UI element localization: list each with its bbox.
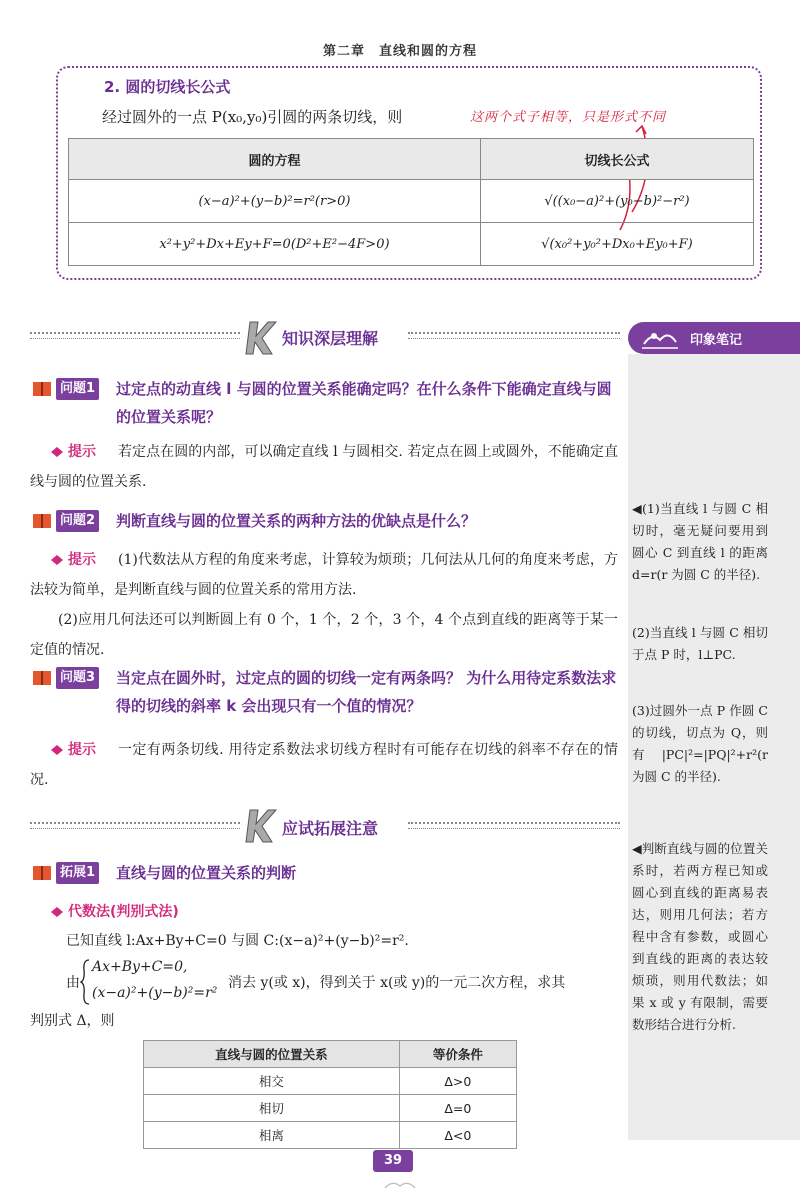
section-divider [408, 822, 620, 824]
table-cell: 相离 [144, 1122, 400, 1149]
hint-label: 提示 [68, 742, 96, 758]
handwritten-note: 这两个式子相等，只是形式不同 [470, 110, 667, 125]
hint-icon [50, 906, 64, 918]
hint-label: 提示 [68, 552, 96, 568]
side-tab-label: 印象笔记 [690, 333, 743, 348]
expansion-line: 判别式 Δ，则 [30, 1013, 115, 1029]
page-number: 39 [373, 1150, 413, 1172]
problem-answer: 若定点在圆的内部，可以确定直线 l 与圆相交. 若定点在圆上或圆外，不能确定直线与圆的位置关系. [30, 444, 618, 490]
method-label: 代数法(判别式法) [68, 904, 179, 920]
section-divider [30, 338, 240, 339]
section-title: 知识深层理解 [282, 329, 379, 348]
notebook-icon [640, 326, 680, 350]
problem-answer-2: (2)应用几何法还可以判断圆上有 0 个，1 个，2 个，3 个，4 个点到直线的距离等于某一定值的情况. [30, 612, 618, 658]
book-icon [32, 512, 52, 530]
table-cell: 相交 [144, 1068, 400, 1095]
expansion-line: 已知直线 l:Ax+By+C=0 与圆 C:(x−a)²+(y−b)²=r². [66, 933, 409, 949]
side-note: ◀(1)当直线 l 与圆 C 相切时，毫无疑问要用到圆心 C 到直线 l 的距离 d=r(r 为圆 C 的半径). [632, 501, 768, 582]
side-note: ◀判断直线与圆的位置关系时，若两方程已知或圆心到直线的距离易表达，则用几何法；若方程中含有参数，或圆心到直线的距离的表达较烦琐，则用代数法；如果 x 或 y 有限制，需要数形结合进行分析. [632, 841, 768, 1032]
section-divider [30, 828, 240, 829]
problem-answer: (1)代数法从方程的角度来考虑，计算较为烦琐；几何法从几何的角度来考虑，方法较为简单，是判断直线与圆的位置关系的常用方法. [30, 552, 618, 598]
section-divider [408, 828, 620, 829]
book-icon [32, 669, 52, 687]
box-title: 2. 圆的切线长公式 [104, 78, 231, 96]
table-row [69, 180, 754, 223]
table-cell: Δ>0 [399, 1068, 516, 1095]
section-title: 应试拓展注意 [282, 819, 379, 838]
expansion-badge: 拓展1 [56, 862, 99, 884]
side-note: (2)当直线 l 与圆 C 相切于点 P 时，l⊥PC. [632, 625, 768, 662]
k-logo-icon [244, 806, 278, 844]
tangent-length-table [68, 138, 754, 266]
section-divider [408, 332, 620, 334]
problem-badge: 问题3 [56, 667, 99, 689]
table-cell: 相切 [144, 1095, 400, 1122]
chapter-header: 第二章 直线和圆的方程 [322, 44, 477, 59]
section-divider [30, 332, 240, 334]
problem-badge: 问题1 [56, 378, 99, 400]
system-prefix: 由 [66, 975, 80, 991]
problem-question: 当定点在圆外时，过定点的圆的切线一定有两条吗？ 为什么用待定系数法求得的切线的斜率 k 会出现只有一个值的情况？ [116, 669, 617, 715]
table-cell: Δ=0 [399, 1095, 516, 1122]
table-cell: Δ<0 [399, 1122, 516, 1149]
table-header: 切线长公式 [480, 139, 753, 180]
expansion-title: 直线与圆的位置关系的判断 [116, 864, 297, 882]
table-cell: x²+y²+Dx+Ey+F=0(D²+E²−4F>0) [69, 223, 481, 266]
table-row [69, 223, 754, 266]
table-header: 圆的方程 [69, 139, 481, 180]
system-equation: Ax+By+C=0, [92, 959, 188, 975]
brace-icon [80, 958, 90, 1006]
box-intro: 经过圆外的一点 P(x₀,y₀)引圆的两条切线，则 [102, 108, 403, 126]
problem-answer: 一定有两条切线. 用待定系数法求切线方程时有可能存在切线的斜率不存在的情况. [30, 742, 618, 788]
problem-badge: 问题2 [56, 510, 99, 532]
hint-label: 提示 [68, 444, 96, 460]
book-icon [32, 380, 52, 398]
section-divider [30, 822, 240, 824]
relation-table [143, 1040, 517, 1149]
table-cell: (x−a)²+(y−b)²=r²(r>0) [69, 180, 481, 223]
book-icon [32, 864, 52, 882]
system-equation: (x−a)²+(y−b)²=r² [92, 985, 218, 1001]
section-divider [408, 338, 620, 339]
table-header: 直线与圆的位置关系 [144, 1041, 400, 1068]
problem-question: 判断直线与圆的位置关系的两种方法的优缺点是什么？ [116, 512, 477, 530]
table-cell: √((x₀−a)²+(y₀−b)²−r²) [480, 180, 753, 223]
table-row [144, 1095, 517, 1122]
table-cell: √(x₀²+y₀²+Dx₀+Ey₀+F) [480, 223, 753, 266]
side-note: (3)过圆外一点 P 作圆 C 的切线，切点为 Q，则有 |PC|²=|PQ|²+r²(r 为圆 C 的半径). [632, 703, 768, 784]
system-suffix: 消去 y(或 x)，得到关于 x(或 y)的一元二次方程，求其 [228, 975, 566, 991]
table-row [144, 1122, 517, 1149]
k-logo-icon [244, 318, 278, 356]
table-header: 等价条件 [399, 1041, 516, 1068]
footer-ornament-icon [383, 1180, 417, 1190]
table-row [144, 1068, 517, 1095]
problem-question: 过定点的动直线 l 与圆的位置关系能确定吗？在什么条件下能确定直线与圆的位置关系呢？ [116, 380, 612, 426]
